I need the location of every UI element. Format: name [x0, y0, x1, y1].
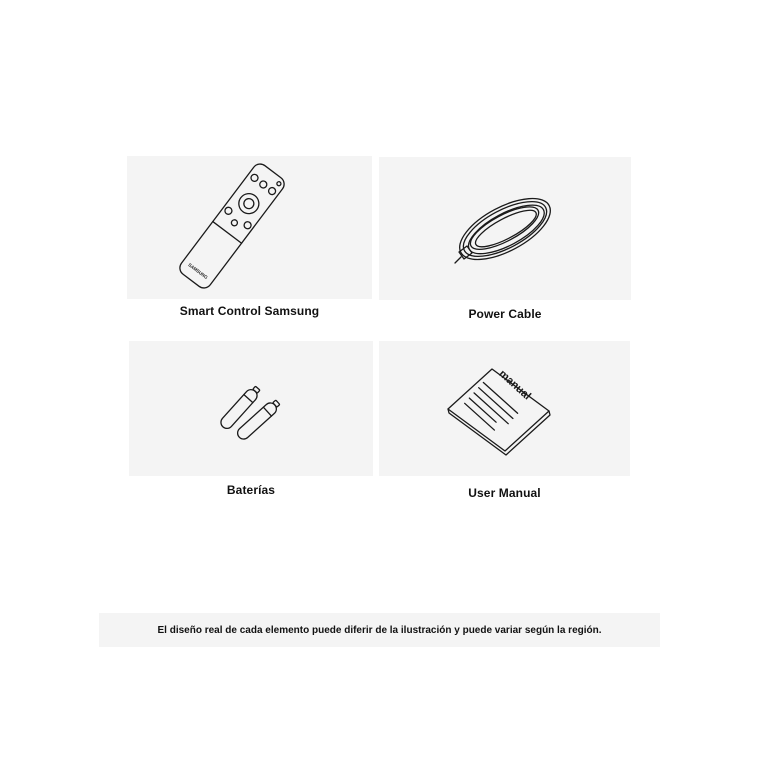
disclaimer-banner — [99, 613, 660, 647]
remote-brand-text: SAMSUNG — [187, 262, 209, 281]
manual-cover-text: manual — [496, 367, 534, 403]
power-cable-label: Power Cable — [468, 307, 542, 321]
remote-control-label: Smart Control Samsung — [179, 304, 320, 318]
user-manual-label: User Manual — [468, 486, 541, 500]
power-cable-icon — [379, 157, 631, 300]
user-manual-icon — [379, 341, 630, 476]
batteries-tile — [129, 341, 373, 476]
user-manual-tile — [379, 341, 630, 476]
disclaimer-text: El diseño real de cada elemento puede diferir de la ilustración y puede variar según la región. — [157, 624, 602, 636]
remote-control-icon — [127, 156, 372, 299]
power-cable-tile — [379, 157, 631, 300]
batteries-icon — [129, 341, 373, 476]
remote-control-tile — [127, 156, 372, 299]
batteries-label: Baterías — [226, 483, 276, 497]
